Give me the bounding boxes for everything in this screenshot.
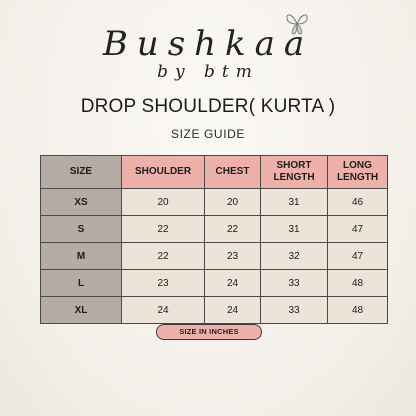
long-length-cell: 47 — [328, 243, 388, 270]
header-long-length: LONG LENGTH — [328, 156, 388, 189]
header-short-length: SHORT LENGTH — [261, 156, 328, 189]
chest-cell: 24 — [205, 270, 261, 297]
brand-name: Bushkaa — [102, 24, 314, 64]
size-cell: L — [41, 270, 122, 297]
chest-cell: 22 — [205, 216, 261, 243]
short-length-cell: 31 — [261, 189, 328, 216]
size-units-badge: SIZE IN INCHES — [156, 324, 262, 340]
size-cell: S — [41, 216, 122, 243]
shoulder-cell: 22 — [122, 216, 205, 243]
header-shoulder: SHOULDER — [122, 156, 205, 189]
chest-cell: 23 — [205, 243, 261, 270]
header-size: SIZE — [41, 156, 122, 189]
short-length-cell: 32 — [261, 243, 328, 270]
table-row — [41, 270, 388, 297]
brand-tagline: by btm — [157, 62, 259, 82]
size-chart-table — [40, 155, 388, 324]
size-cell: M — [41, 243, 122, 270]
header-chest: CHEST — [205, 156, 261, 189]
table-row — [41, 189, 388, 216]
shoulder-cell: 22 — [122, 243, 205, 270]
shoulder-cell: 24 — [122, 297, 205, 324]
page-title: DROP SHOULDER( KURTA ) — [80, 96, 336, 117]
table-header-row — [41, 156, 388, 189]
short-length-cell: 33 — [261, 297, 328, 324]
table-row — [41, 216, 388, 243]
table-row — [41, 297, 388, 324]
long-length-cell: 48 — [328, 297, 388, 324]
shoulder-cell: 20 — [122, 189, 205, 216]
size-cell: XL — [41, 297, 122, 324]
size-cell: XS — [41, 189, 122, 216]
table-row — [41, 243, 388, 270]
page-subtitle: SIZE GUIDE — [170, 127, 245, 141]
long-length-cell: 48 — [328, 270, 388, 297]
shoulder-cell: 23 — [122, 270, 205, 297]
short-length-cell: 33 — [261, 270, 328, 297]
long-length-cell: 46 — [328, 189, 388, 216]
short-length-cell: 31 — [261, 216, 328, 243]
chest-cell: 24 — [205, 297, 261, 324]
chest-cell: 20 — [205, 189, 261, 216]
long-length-cell: 47 — [328, 216, 388, 243]
